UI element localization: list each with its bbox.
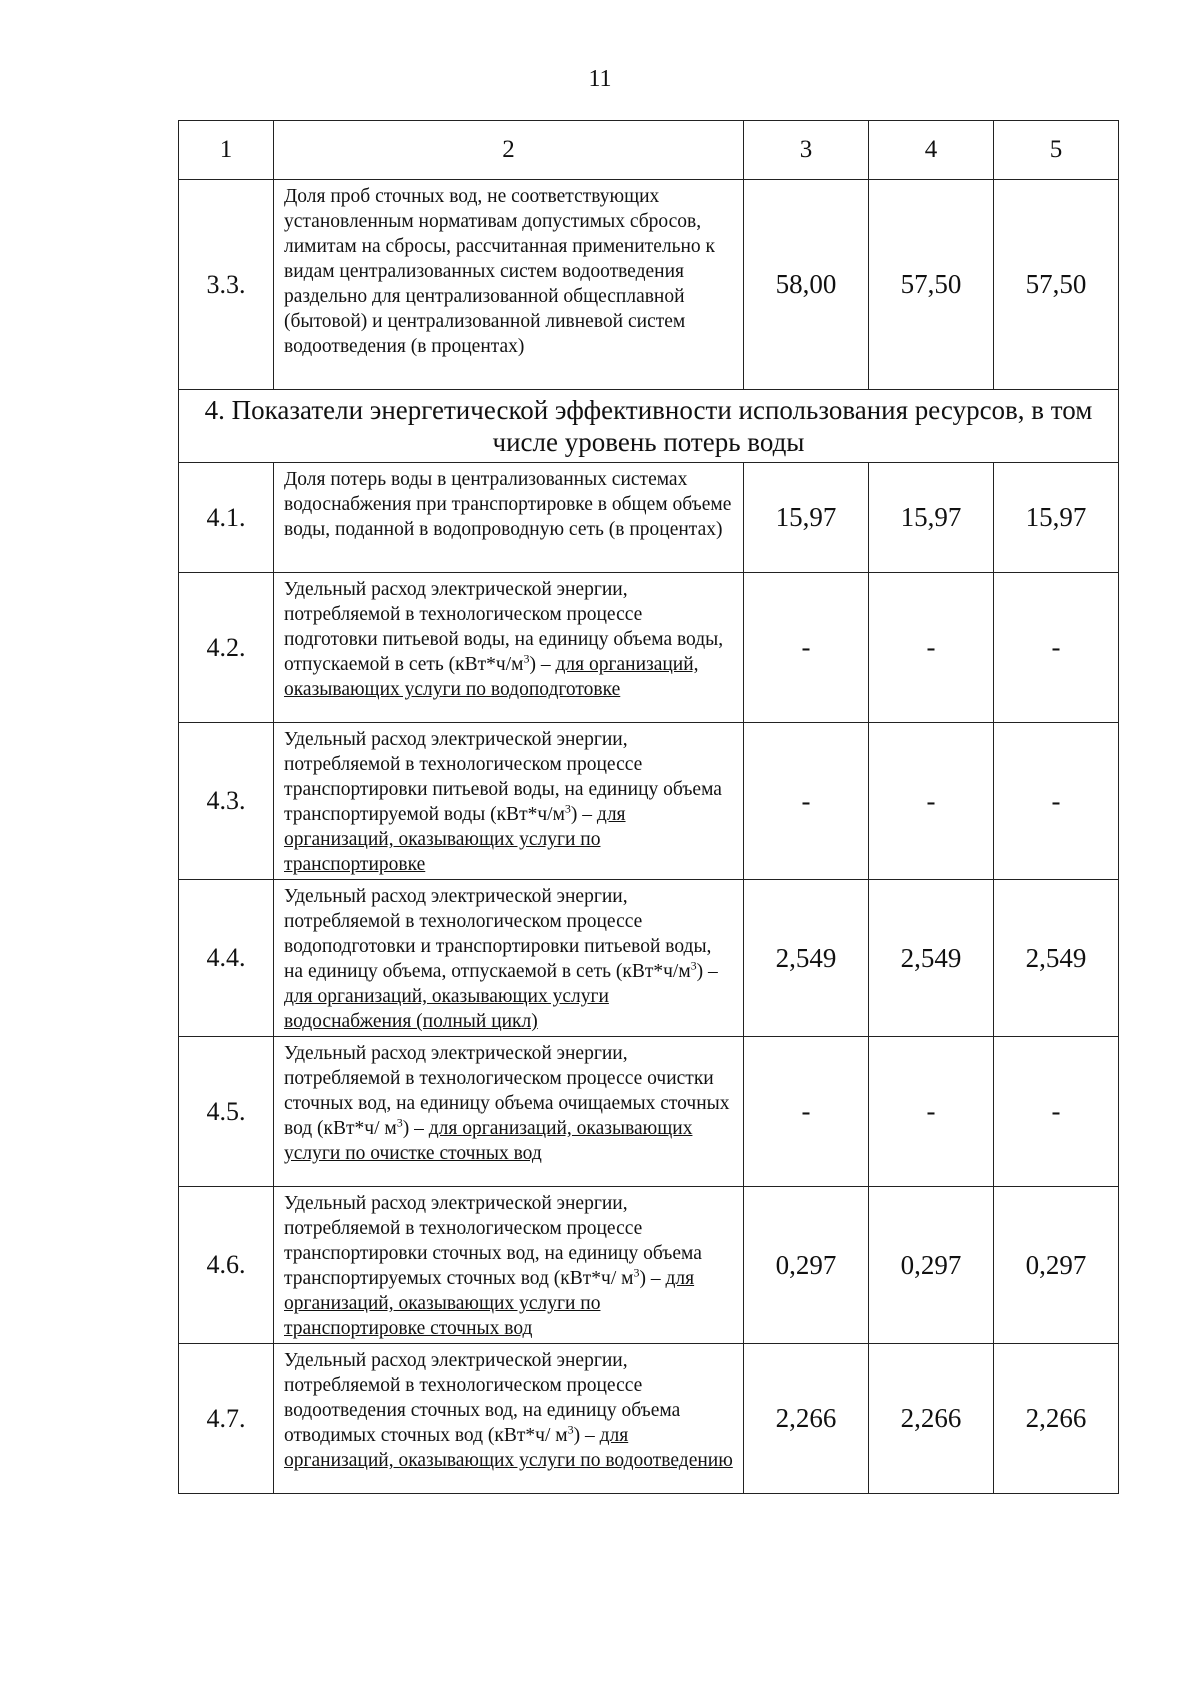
row-number: 4.1. [179,463,274,573]
row-number: 4.6. [179,1187,274,1344]
value-col-4: - [869,1037,994,1187]
row-description [274,463,744,573]
row-description-text: Удельный расход электрической энергии, потребляемой в технологическом процессе подготовки питьевой воды, на единицу объема воды, отпускаемой в сеть (кВт*ч/м [284,579,724,675]
row-description [274,1037,744,1187]
value-col-5: 0,297 [994,1187,1119,1344]
table-row [179,1037,1119,1187]
value-col-5: - [994,1037,1119,1187]
row-description-text: Удельный расход электрической энергии, потребляемой в технологическом процессе транспортировки питьевой воды, на единицу объема транспортируемой воды (кВт*ч/м [284,729,722,825]
row-description [274,723,744,880]
row-description-underlined: для организаций, оказывающих услуги по транспортировке [284,804,626,875]
table-row [179,180,1119,390]
section-row [179,390,1119,463]
row-description [274,180,744,390]
row-description-underlined: для организаций, оказывающих услуги по водоподготовке [284,654,699,700]
table-row [179,1187,1119,1344]
value-col-5: - [994,573,1119,723]
value-col-3: 58,00 [744,180,869,390]
value-col-4: 0,297 [869,1187,994,1344]
row-description-tail: ) – [402,1118,429,1139]
row-description [274,880,744,1037]
row-description-tail: ) – [573,1425,600,1446]
page-number: 11 [588,66,612,92]
superscript: 3 [633,1265,640,1280]
superscript: 3 [567,1422,574,1437]
row-number: 4.5. [179,1037,274,1187]
row-number: 4.7. [179,1344,274,1494]
table-row [179,1344,1119,1494]
row-description-tail: ) – [696,961,718,982]
column-header-1: 1 [179,121,274,180]
row-description-text: Удельный расход электрической энергии, потребляемой в технологическом процессе водоподготовки и транспортировки питьевой воды, на единицу объема, отпускаемой в сеть (кВт*ч/м [284,886,712,982]
column-header-3: 3 [744,121,869,180]
table-header-row [179,121,1119,180]
row-description-underlined: для организаций, оказывающих услуги по водоотведению [284,1425,733,1471]
value-col-4: - [869,723,994,880]
value-col-5: 15,97 [994,463,1119,573]
value-col-3: 2,266 [744,1344,869,1494]
indicators-table [178,120,1119,1494]
row-number: 4.4. [179,880,274,1037]
superscript: 3 [690,958,697,973]
row-description-text: Доля проб сточных вод, не соответствующих установленным нормативам допустимых сбросов, лимитам на сбросы, рассчитанная применительно к видам централизованных систем водоотведения раздельно для централизованной общесплавной (бытовой) и централизованной ливневой систем водоотведения (в процентах) [284,186,716,357]
row-description [274,1187,744,1344]
row-description-tail: ) – [639,1268,666,1289]
column-header-4: 4 [869,121,994,180]
row-number: 4.3. [179,723,274,880]
row-description [274,1344,744,1494]
value-col-5: - [994,723,1119,880]
row-description-underlined: для организаций, оказывающих услуги водоснабжения (полный цикл) [284,986,609,1032]
value-col-4: 2,549 [869,880,994,1037]
row-number: 3.3. [179,180,274,390]
table-row [179,723,1119,880]
value-col-3: 2,549 [744,880,869,1037]
table-row [179,880,1119,1037]
row-description-underlined: для организаций, оказывающих услуги по очистке сточных вод [284,1118,693,1164]
value-col-5: 57,50 [994,180,1119,390]
value-col-4: 2,266 [869,1344,994,1494]
table-row [179,463,1119,573]
value-col-3: - [744,573,869,723]
value-col-4: 15,97 [869,463,994,573]
column-header-5: 5 [994,121,1119,180]
row-description-text: Удельный расход электрической энергии, потребляемой в технологическом процессе водоотведения сточных вод, на единицу объема отводимых сточных вод (кВт*ч/ м [284,1350,681,1446]
superscript: 3 [564,801,571,816]
superscript: 3 [396,1115,403,1130]
value-col-4: 57,50 [869,180,994,390]
value-col-5: 2,549 [994,880,1119,1037]
value-col-3: - [744,1037,869,1187]
row-description-tail: ) – [529,654,556,675]
value-col-3: - [744,723,869,880]
table-row [179,573,1119,723]
row-number: 4.2. [179,573,274,723]
value-col-4: - [869,573,994,723]
row-description-text: Удельный расход электрической энергии, потребляемой в технологическом процессе очистки сточных вод, на единицу объема очищаемых сточных вод (кВт*ч/ м [284,1043,730,1139]
row-description-text: Доля потерь воды в централизованных системах водоснабжения при транспортировке в общем объеме воды, поданной в водопроводную сеть (в процентах) [284,469,732,540]
row-description-text: Удельный расход электрической энергии, потребляемой в технологическом процессе транспортировки сточных вод, на единицу объема транспортируемых сточных вод (кВт*ч/ м [284,1193,702,1289]
value-col-5: 2,266 [994,1344,1119,1494]
row-description [274,573,744,723]
superscript: 3 [523,651,530,666]
value-col-3: 0,297 [744,1187,869,1344]
row-description-tail: ) – [570,804,597,825]
row-description-underlined: для организаций, оказывающих услуги по транспортировке сточных вод [284,1268,695,1339]
column-header-2: 2 [274,121,744,180]
value-col-3: 15,97 [744,463,869,573]
section-title: 4. Показатели энергетической эффективности использования ресурсов, в том числе уровень потерь воды [179,390,1119,463]
